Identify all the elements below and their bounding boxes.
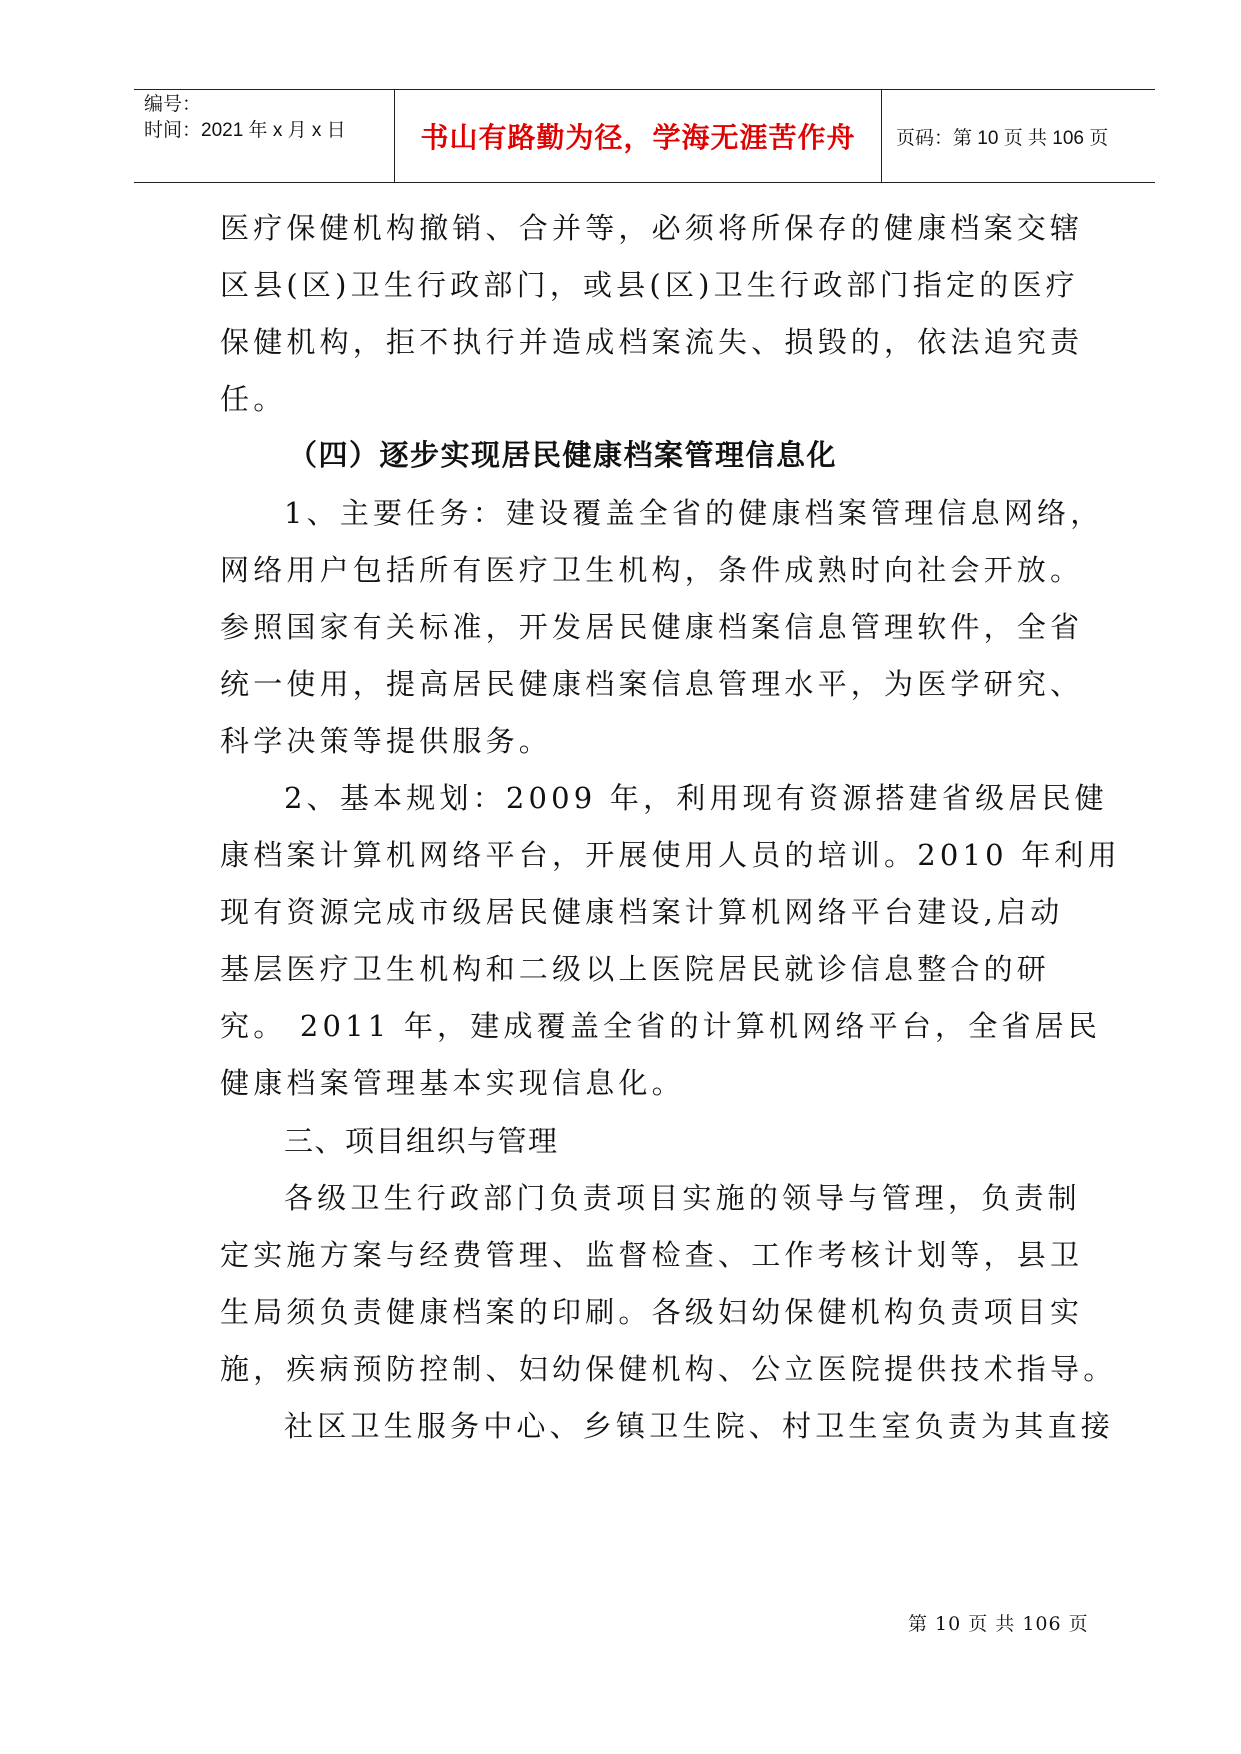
header-motto-cell bbox=[394, 90, 882, 182]
body-line: 保健机构，拒不执行并造成档案流失、损毁的，依法追究责 bbox=[220, 325, 1084, 359]
document-number-label: 编号： bbox=[144, 94, 202, 115]
body-line: 任。 bbox=[220, 382, 287, 416]
body-line: 2、基本规划：2009 年，利用现有资源搭建省级居民健 bbox=[284, 781, 1108, 815]
body-line: 究。 2011 年，建成覆盖全省的计算机网络平台，全省居民 bbox=[220, 1009, 1102, 1043]
header-motto: 书山有路勤为径，学海无涯苦作舟 bbox=[420, 121, 856, 154]
body-line: 统一使用，提高居民健康档案信息管理水平，为医学研究、 bbox=[220, 667, 1084, 701]
body-line: 康档案计算机网络平台，开展使用人员的培训。2010 年利用 bbox=[220, 838, 1121, 872]
body-line: 医疗保健机构撤销、合并等，必须将所保存的健康档案交辖 bbox=[220, 211, 1084, 245]
body-line: 生局须负责健康档案的印刷。各级妇幼保健机构负责项目实 bbox=[220, 1295, 1084, 1329]
body-line: 参照国家有关标准，开发居民健康档案信息管理软件，全省 bbox=[220, 610, 1084, 644]
body-line: 社区卫生服务中心、乡镇卫生院、村卫生室负责为其直接 bbox=[284, 1409, 1115, 1443]
section-heading-3: 三、项目组织与管理 bbox=[284, 1124, 559, 1158]
body-line: 基层医疗卫生机构和二级以上医院居民就诊信息整合的研 bbox=[220, 952, 1051, 986]
body-line: 1、主要任务：建设覆盖全省的健康档案管理信息网络， bbox=[284, 496, 1104, 530]
body-line: 健康档案管理基本实现信息化。 bbox=[220, 1066, 685, 1100]
body-line: 科学决策等提供服务。 bbox=[220, 724, 553, 758]
body-line: 定实施方案与经费管理、监督检查、工作考核计划等，县卫 bbox=[220, 1238, 1084, 1272]
document-time-label: 时间：2021 年 x 月 x 日 bbox=[144, 120, 346, 141]
page-footer: 第 10 页 共 106 页 bbox=[908, 1613, 1089, 1635]
body-line: 施，疾病预防控制、妇幼保健机构、公立医院提供技术指导。 bbox=[220, 1352, 1117, 1386]
section-heading-4: （四）逐步实现居民健康档案管理信息化 bbox=[288, 438, 838, 472]
body-line: 现有资源完成市级居民健康档案计算机网络平台建设,启动 bbox=[220, 895, 1064, 929]
header-page-cell bbox=[882, 90, 1155, 182]
header-page-code: 页码：第 10 页 共 106 页 bbox=[896, 127, 1109, 149]
header-left-cell bbox=[134, 90, 394, 182]
body-line: 网络用户包括所有医疗卫生机构，条件成熟时向社会开放。 bbox=[220, 553, 1084, 587]
body-line: 区县(区)卫生行政部门，或县(区)卫生行政部门指定的医疗 bbox=[220, 268, 1079, 302]
document-header bbox=[134, 89, 1155, 183]
body-line: 各级卫生行政部门负责项目实施的领导与管理，负责制 bbox=[284, 1181, 1081, 1215]
